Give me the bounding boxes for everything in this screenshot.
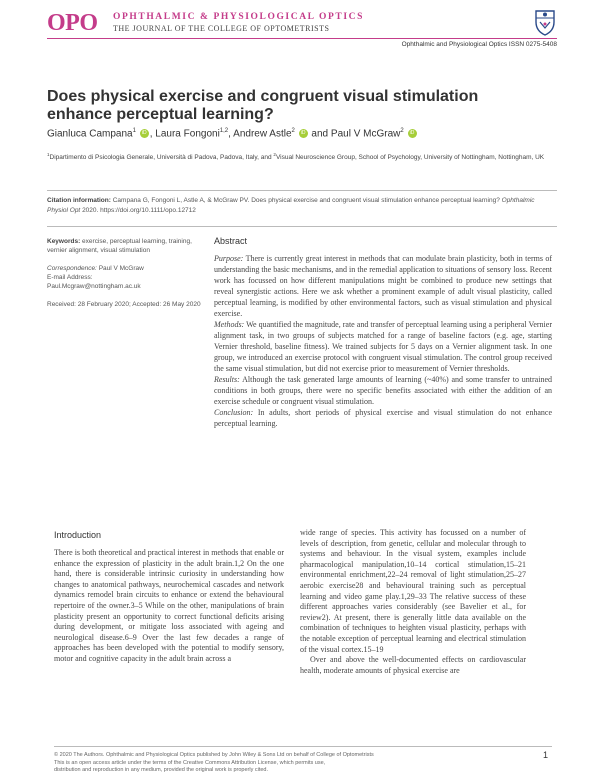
journal-issn: Ophthalmic and Physiological Optics ISSN 0275-5408 xyxy=(401,41,557,48)
journal-abbrev: Ophthalmic Physiol Opt xyxy=(47,197,535,214)
author-name[interactable]: Gianluca Campana xyxy=(47,128,133,140)
abstract xyxy=(214,236,552,429)
orcid-icon[interactable]: iD xyxy=(299,129,308,138)
doi-link[interactable]: 2020. https://doi.org/10.1111/opo.12712 xyxy=(82,207,196,214)
footer-license: © 2020 The Authors. Ophthalmic and Physiological Optics published by John Wiley & Sons Ltd on behalf of College of Optometrists This is an open access article under the terms of the Creative Commons Attribution License, which permits use, distribution and reproduction in any medium, provided the original work is properly cited. xyxy=(54,752,374,773)
abstract-results: Results: Although the task generated large amounts of learning (~40%) and some transfer to untrained conditions in both groups, there were no specific benefits associated with either the addition of an exercise schedule or congruent visual stimulation. xyxy=(214,375,553,406)
page-number: 1 xyxy=(542,750,548,760)
affiliations: $^1$Dipartimento di Psicologia Generale, Università di Padova, Padova, Italy, and $^2$Visual Neuroscience Group, School of Psychology, University of Nottingham, Nottingham, UK xyxy=(47,152,545,162)
email-link[interactable]: Paul.Mcgraw@nottingham.ac.uk xyxy=(47,283,141,290)
body-column-left: There is both theoretical and practical interest in methods that enable or enhance the expression of plasticity in the adult brain.1,2 On the one hand, there is considerable intrinsic curiosity in understanding how changes to anatomical pathways, neurochemical cascades and network dynamics remodel brain circuits to enhance or extend the behavioural repertoire of the owner.3–5 While on the other, manipulations of brain plasticity present an opportunity to correct functional deficits arising during development, or mitigate loss associated with ageing and neurological disease.6–9 Over the last few decades a range of approaches has been developed with the potential to modify sensory, motor and cognitive capacity in the adult brain across a xyxy=(54,548,284,663)
footer-rule xyxy=(54,746,552,747)
abstract-methods: Methods: We quantified the magnitude, rate and transfer of perceptual learning using a peripheral Vernier alignment task, in two groups of subjects matched for a range of baseline factors (e.g. age, starting Vernier threshold, baseline fitness). We trained subjects for 5 days on a Vernier alignment task. In one group, we introduced an exercise protocol with congruent visual stimulation. The control group received the same visual stimulation, but did not exercise prior to measurement of Vernier thresholds. xyxy=(214,320,552,373)
header-rule xyxy=(47,38,557,39)
author-name[interactable]: Andrew Astle xyxy=(233,128,292,140)
college-crest-icon xyxy=(533,8,557,36)
journal-logo: OPO xyxy=(47,10,98,36)
journal-subtitle: THE JOURNAL OF THE COLLEGE OF OPTOMETRISTS xyxy=(113,24,330,33)
author-name[interactable]: Laura Fongoni xyxy=(155,128,220,140)
article-dates: Received: 28 February 2020; Accepted: 26 May 2020 xyxy=(47,301,201,308)
introduction-heading: Introduction xyxy=(54,530,102,540)
journal-name: OPHTHALMIC & PHYSIOLOGICAL OPTICS xyxy=(113,12,365,22)
citation-information: Citation information: Campana G, Fongoni L, Astle A, & McGraw PV. Does physical exercise and congruent visual stimulation enhance perceptual learning? Ophthalmic Physiol Opt 2020. https://doi.org/10.1111/opo.12712 xyxy=(47,197,535,214)
keywords: Keywords: exercise, perceptual learning, training, vernier alignment, visual stimulation xyxy=(47,238,192,254)
divider xyxy=(47,226,557,227)
abstract-conclusion: Conclusion: In adults, short periods of physical exercise and visual stimulation do not enhance perceptual learning. xyxy=(214,408,553,428)
orcid-icon[interactable]: iD xyxy=(140,129,149,138)
divider xyxy=(47,190,557,191)
article-title: Does physical exercise and congruent visual stimulation enhance perceptual learning? xyxy=(47,88,479,123)
article-sidebar xyxy=(47,237,207,318)
body-column-right: wide range of species. This activity has focussed on a number of levels of description, from genetic, cellular and molecular through to systems and behaviour. In the visual system, examples include pharmacological manipulation,10–14 cortical stimulation,15–21 environmental enrichment,22–24 removal of light stimulation,25–27 aerobic exercise28 and behavioural training such as perceptual learning and video game play.1,29–33 The relative success of these different approaches varies considerably (see Bavelier et al., for review2). At present, there is generally little data available on the combination of techniques to heighten visual plasticity, perhaps with the notable exception of perceptual learning and electrical stimulation of the visual cortex.15–19 Over and above the well-documented effects on cardiovascular health, moderate amounts of physical exercise are xyxy=(300,528,526,675)
author-name[interactable]: Paul V McGraw xyxy=(330,128,401,140)
correspondence: Correspondence: Paul V McGraw E-mail Address: Paul.Mcgraw@nottingham.ac.uk xyxy=(47,265,144,290)
abstract-purpose: Purpose: There is currently great interest in methods that can modulate brain plasticity, both in terms of understanding the basic mechanisms, and in the remedial application to situations of sensory loss. Recent work has focussed on how different manipulations might be combined to produce new settings that reveal synergistic actions. Here we ask whether a prominent example of adult visual plasticity, called perceptual learning, is modified by other environmental factors, such as visual stimulation and physical exercise. xyxy=(214,254,553,318)
author-list: Gianluca Campana$^1$ iD , Laura Fongoni$^{1,2}$, Andrew Astle$^2$ iD and Paul V McGraw$^2$ iD xyxy=(47,128,547,139)
orcid-icon[interactable]: iD xyxy=(408,129,417,138)
abstract-heading: Abstract xyxy=(214,236,248,246)
